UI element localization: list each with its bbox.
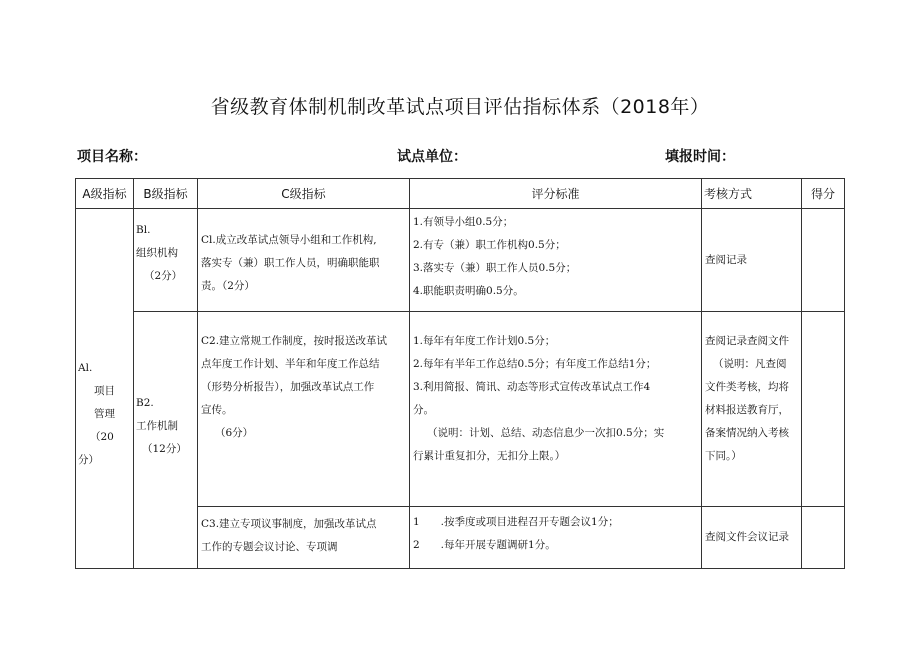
table-row — [76, 312, 845, 507]
header-b-level: B级指标 — [134, 179, 198, 209]
c3-cell — [198, 507, 410, 569]
b2-cell — [134, 312, 198, 569]
criteria-cell-3 — [410, 507, 702, 569]
method-line: 查阅记录 — [705, 253, 747, 266]
c3-line: 工作的专题会议讨论、专项调 — [201, 541, 338, 553]
score-cell-2 — [802, 312, 845, 507]
c2-line: 宣传。 — [201, 404, 233, 416]
method-cell-2 — [702, 312, 802, 507]
criteria-line: 分。 — [413, 404, 434, 416]
header-score: 得分 — [802, 179, 845, 209]
b2-line: （12分） — [142, 443, 187, 455]
c2-line: C2.建立常规工作制度，按时报送改革试 — [201, 335, 388, 347]
criteria-line: 3.利用简报、简讯、动态等形式宣传改革试点工作4 — [413, 381, 651, 393]
header-c-level: C级指标 — [198, 179, 410, 209]
criteria-line: （说明：计划、总结、动态信息少一次扣0.5分；实 — [427, 427, 665, 439]
a1-line: 分） — [78, 454, 99, 466]
page-title: 省级教育体制机制改革试点项目评估指标体系（2018年） — [210, 96, 710, 118]
a1-line: 管理 — [94, 408, 115, 420]
criteria-line: 1.有领导小组0.5分； — [413, 216, 514, 228]
c2-line: （6分） — [215, 427, 254, 439]
criteria-line: 1 .按季度或项目进程召开专题会议1分； — [413, 516, 619, 528]
header-method: 考核方式 — [702, 179, 802, 209]
criteria-line: 1.每年有年度工作计划0.5分； — [413, 335, 556, 347]
method-cell-1 — [702, 209, 802, 312]
method-line: 查阅文件会议记录 — [705, 531, 789, 543]
criteria-line: 2.每年有半年工作总结0.5分；有年度工作总结1分； — [413, 358, 657, 370]
score-cell-1 — [802, 209, 845, 312]
criteria-line: 2 .每年开展专题调研1分。 — [413, 539, 556, 551]
c1-line: 责。（2分） — [201, 280, 255, 292]
a1-line: 项目 — [94, 385, 115, 397]
criteria-line: 行累计重复扣分，无扣分上限。） — [413, 450, 566, 462]
c2-line: （形势分析报告），加强改革试点工作 — [201, 381, 375, 393]
header-row — [76, 179, 845, 209]
header-criteria: 评分标准 — [410, 179, 702, 209]
a1-line: Al. — [78, 362, 93, 374]
b1-cell — [134, 209, 198, 312]
method-cell-3 — [702, 507, 802, 569]
criteria-line: 3.落实专（兼）职工作人员0.5分； — [413, 262, 577, 274]
c3-line: C3.建立专项议事制度，加强改革试点 — [201, 518, 377, 530]
method-line: 下同。） — [705, 450, 742, 462]
c2-line: 点年度工作计划、半年和年度工作总结 — [201, 358, 380, 370]
unit-label: 试点单位： — [397, 149, 467, 165]
header-a-level: A级指标 — [76, 179, 134, 209]
criteria-line: 2.有专（兼）职工作机构0.5分； — [413, 239, 566, 251]
a1-cell — [76, 209, 134, 569]
criteria-cell-1 — [410, 209, 702, 312]
c2-cell — [198, 312, 410, 507]
method-line: 备案情况纳入考核 — [705, 427, 789, 439]
b2-line: B2. — [136, 397, 154, 409]
criteria-cell-2 — [410, 312, 702, 507]
a1-line: （20 — [90, 431, 114, 443]
method-line: 查阅记录查阅文件 — [705, 335, 789, 347]
b2-line: 工作机制 — [136, 420, 178, 432]
method-line: 文件类考核，均将 — [705, 381, 789, 393]
criteria-line: 4.职能职责明确0.5分。 — [413, 285, 524, 297]
c1-line: 落实专（兼）职工作人员，明确职能职 — [201, 257, 380, 269]
c1-line: Cl.成立改革试点领导小组和工作机构, — [201, 234, 377, 246]
project-name-label: 项目名称： — [77, 149, 147, 165]
evaluation-table — [75, 178, 845, 569]
method-line: （说明：凡查阅 — [713, 358, 787, 370]
method-line: 材料报送教育厅， — [705, 404, 789, 416]
b1-line: （2分） — [144, 270, 183, 282]
c1-cell — [198, 209, 410, 312]
table-row — [76, 209, 845, 312]
b1-line: 组织机构 — [136, 247, 178, 259]
b1-line: Bl. — [136, 224, 151, 236]
score-cell-3 — [802, 507, 845, 569]
date-label: 填报时间： — [665, 149, 735, 165]
